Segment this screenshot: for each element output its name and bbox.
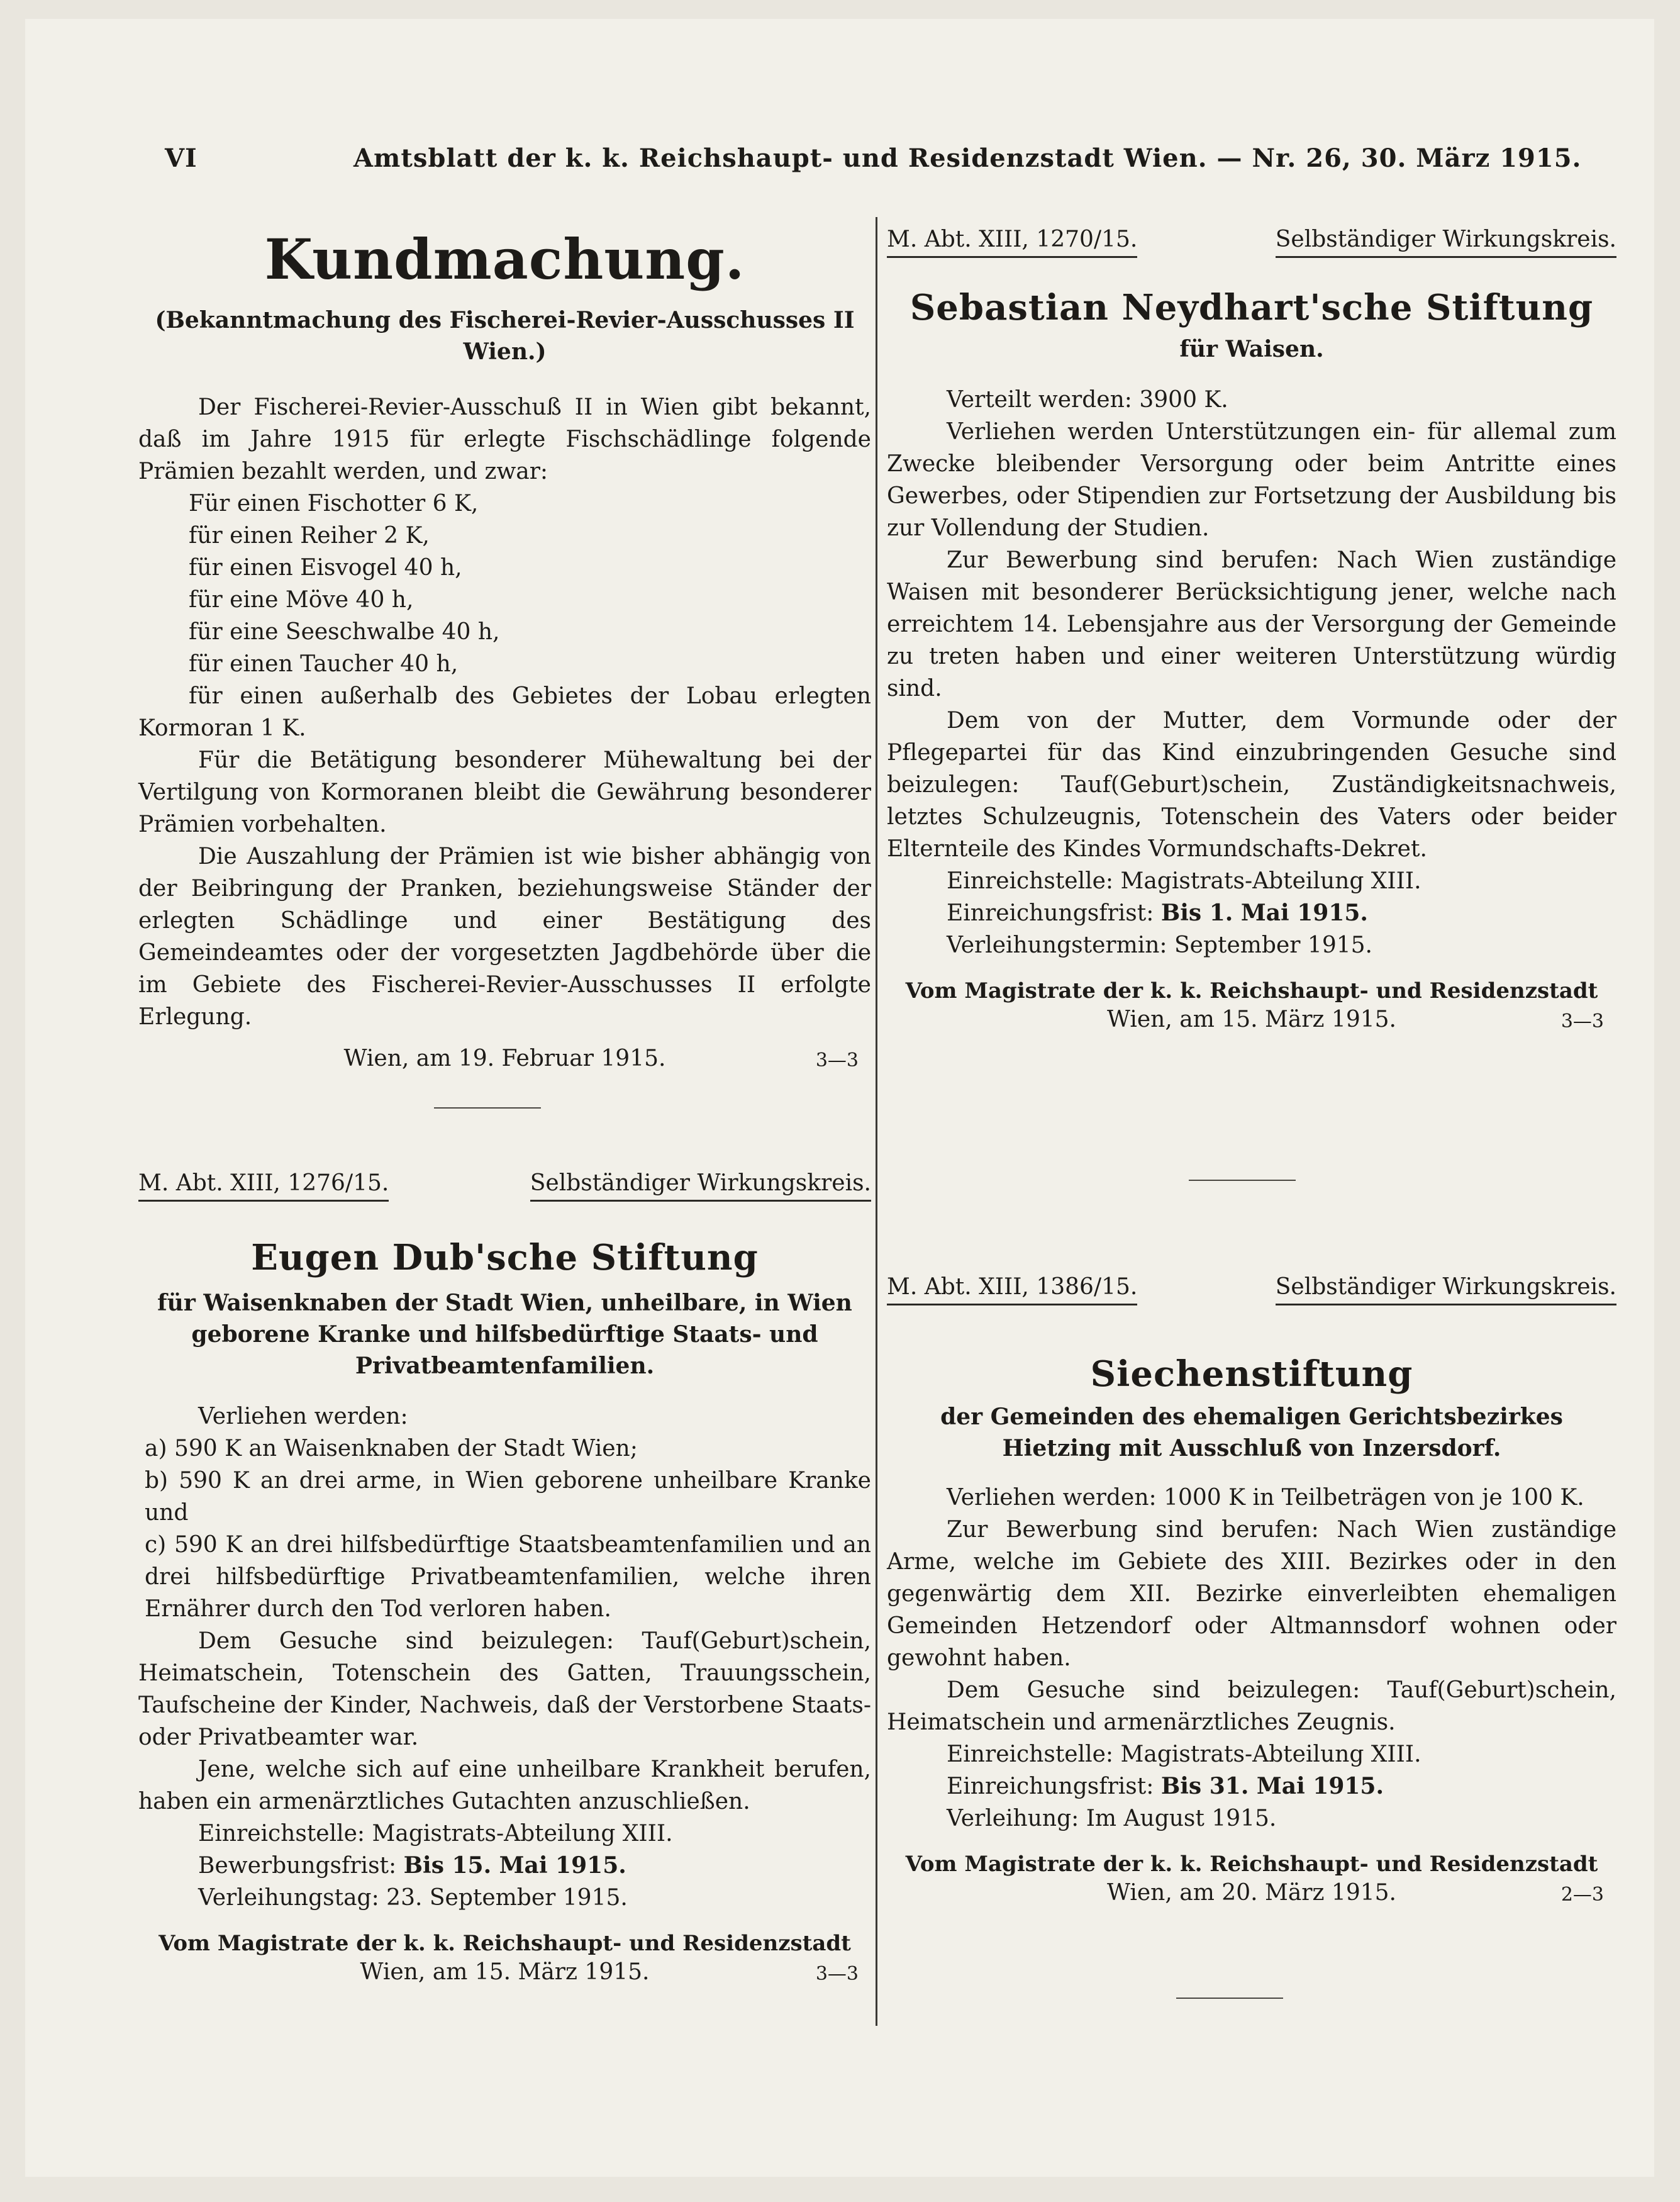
wirkungskreis-label: Selbständiger Wirkungskreis.: [1276, 226, 1616, 258]
award-date: Verleihung: Im August 1915.: [947, 1806, 1277, 1831]
dateline: [138, 1046, 871, 1080]
einreichstelle: Einreichstelle: Magistrats-Abteilung XIII.: [947, 1741, 1421, 1767]
notice-subtitle: für Waisen.: [1179, 336, 1324, 362]
reference-number: M. Abt. XIII, 1270/15.: [887, 226, 1137, 258]
signature-line: Vom Magistrate der k. k. Reichshaupt- und Residenzstadt: [159, 1931, 851, 1956]
wirkungskreis-label: Selbständiger Wirkungskreis.: [1276, 1274, 1616, 1305]
list-item: für eine Möve 40 h,: [189, 587, 414, 613]
paragraph: Jene, welche sich auf eine unheilbare Krankheit berufen, haben ein armenärztliches Gutachten anzuschließen.: [138, 1757, 871, 1814]
notice-subtitle: (Bekanntmachung des Fischerei-Revier-Ausschusses II Wien.): [155, 307, 855, 365]
serial-number: 2—3: [1560, 1884, 1604, 1906]
signature-line: Vom Magistrate der k. k. Reichshaupt- und Residenzstadt: [905, 1852, 1598, 1877]
date-text: Wien, am 20. März 1915.: [1106, 1880, 1396, 1906]
reference-number: M. Abt. XIII, 1276/15.: [138, 1170, 389, 1202]
notice-siechenstiftung: [887, 1274, 1616, 1914]
reference-number: M. Abt. XIII, 1386/15.: [887, 1274, 1137, 1305]
notice-subtitle: für Waisenknaben der Stadt Wien, unheilbare, in Wien geborene Kranke und hilfsbedürftige Staats- und Privatbeamtenfamilien.: [157, 1290, 852, 1379]
paragraph: Dem von der Mutter, dem Vormunde oder der Pflegepartei für das Kind einzubringenden Gesuche sind beizulegen: Tauf(Geburt)schein, Zuständigkeitsnachweis, letztes Schulzeugnis, Totenschein des Vaters oder beider Elternteile des Kindes Vormundschafts-Dekret.: [887, 708, 1616, 862]
paragraph: Verliehen werden: 1000 K in Teilbeträgen von je 100 K.: [947, 1485, 1584, 1511]
signature-line: Vom Magistrate der k. k. Reichshaupt- und Residenzstadt: [905, 978, 1598, 1003]
date-text: Wien, am 19. Februar 1915.: [343, 1046, 666, 1071]
deadline-value: Bis 31. Mai 1915.: [1160, 1773, 1384, 1799]
reference-row: [887, 226, 1616, 262]
list-item: für einen Taucher 40 h,: [189, 651, 459, 677]
paragraph: Zur Bewerbung sind berufen: Nach Wien zuständige Waisen mit besonderer Berücksichtigung jener, welche nach erreichtem 14. Lebensjahre aus der Versorgung der Gemeinde zu treten haben und einer weiteren Unterstützung würdig sind.: [887, 547, 1616, 701]
list-item: c) 590 K an drei hilfsbedürftige Staatsbeamtenfamilien und an drei hilfsbedürftige Privatbeamtenfamilien, welche ihren Ernährer durch den Tod verloren haben.: [145, 1532, 871, 1622]
list-item: a) 590 K an Waisenknaben der Stadt Wien;: [145, 1436, 638, 1461]
list-item: für eine Seeschwalbe 40 h,: [189, 619, 500, 645]
section-rule: [1176, 1998, 1283, 1999]
deadline-label: Einreichungsfrist:: [947, 1774, 1154, 1799]
column-divider: [876, 217, 877, 2026]
paragraph: Die Auszahlung der Prämien ist wie bisher abhängig von der Beibringung der Pranken, beziehungsweise Ständer der erlegten Schädlinge und einer Bestätigung des Gemeindeamtes oder der vorgesetzten Jagdbehörde über die im Gebiete des Fischerei-Revier-Ausschusses II erfolgte Erlegung.: [138, 844, 871, 1030]
notice-neydhart-stiftung: [887, 226, 1616, 1041]
notice-kundmachung: [138, 226, 871, 1080]
list-item-last: für einen außerhalb des Gebietes der Lobau erlegten Kormoran 1 K.: [138, 683, 871, 741]
notice-title: Kundmachung.: [264, 226, 745, 292]
award-term: Verleihungstermin: September 1915.: [947, 932, 1372, 958]
einreichstelle: Einreichstelle: Magistrats-Abteilung XIII.: [947, 868, 1421, 894]
list-item: b) 590 K an drei arme, in Wien geborene unheilbare Kranke und: [145, 1468, 871, 1526]
dateline: [887, 1880, 1616, 1914]
deadline-value: Bis 15. Mai 1915.: [403, 1852, 626, 1879]
date-text: Wien, am 15. März 1915.: [1106, 1007, 1396, 1032]
page-number: VI: [165, 143, 197, 173]
award-date: Verleihungstag: 23. September 1915.: [198, 1885, 628, 1911]
amount-line: Verteilt werden: 3900 K.: [947, 387, 1228, 413]
notice-title: Eugen Dub'sche Stiftung: [251, 1237, 759, 1278]
einreichstelle: Einreichstelle: Magistrats-Abteilung XIII.: [198, 1821, 673, 1847]
paragraph: Verliehen werden Unterstützungen ein- für allemal zum Zwecke bleibender Versorgung oder beim Antritte eines Gewerbes, oder Stipendien zur Fortsetzung der Ausbildung bis zur Vollendung der Studien.: [887, 419, 1616, 541]
reference-row: [138, 1170, 871, 1205]
notice-subtitle: der Gemeinden des ehemaligen Gerichtsbezirkes Hietzing mit Ausschluß von Inzersdorf.: [940, 1404, 1563, 1461]
paragraph: Zur Bewerbung sind berufen: Nach Wien zuständige Arme, welche im Gebiete des XIII. Bezirkes oder in den gegenwärtig dem XII. Bezirke einverleibten ehemaligen Gemeinden Hetzendorf oder Altmannsdorf wohnen oder gewohnt haben.: [887, 1517, 1616, 1671]
notice-title: Siechenstiftung: [1090, 1353, 1413, 1395]
header-title: Amtsblatt der k. k. Reichshaupt- und Residenzstadt Wien. — Nr. 26, 30. März 1915.: [353, 143, 1582, 173]
date-text: Wien, am 15. März 1915.: [360, 1959, 650, 1985]
section-rule: [1189, 1180, 1296, 1181]
deadline-line: [887, 897, 1616, 929]
lead-text: Verliehen werden:: [198, 1404, 408, 1429]
section-rule: [434, 1107, 541, 1109]
deadline-line: [887, 1770, 1616, 1802]
intro-paragraph: Der Fischerei-Revier-Ausschuß II in Wien gibt bekannt, daß im Jahre 1915 für erlegte Fischschädlinge folgende Prämien bezahlt werden, und zwar:: [138, 394, 871, 484]
deadline-label: Bewerbungsfrist:: [198, 1853, 397, 1879]
deadline-label: Einreichungsfrist:: [947, 900, 1154, 926]
notice-dub-stiftung: [138, 1170, 871, 1994]
reference-row: [887, 1274, 1616, 1309]
deadline-line: [138, 1850, 871, 1882]
paragraph: Dem Gesuche sind beizulegen: Tauf(Geburt)schein, Heimatschein, Totenschein des Gatten, Trauungsschein, Taufscheine der Kinder, Nachweis, daß der Verstorbene Staats- oder Privatbeamter war.: [138, 1628, 871, 1750]
serial-number: 3—3: [815, 1049, 859, 1071]
wirkungskreis-label: Selbständiger Wirkungskreis.: [530, 1170, 871, 1202]
paragraph: Für die Betätigung besonderer Mühewaltung bei der Vertilgung von Kormoranen bleibt die Gewährung besonderer Prämien vorbehalten.: [138, 747, 871, 837]
dateline: [138, 1959, 871, 1994]
list-item: für einen Eisvogel 40 h,: [189, 555, 462, 581]
list-item: für einen Reiher 2 K,: [189, 523, 430, 549]
serial-number: 3—3: [1560, 1010, 1604, 1032]
notice-title: Sebastian Neydhart'sche Stiftung: [910, 287, 1594, 328]
dateline: [887, 1007, 1616, 1041]
list-item: Für einen Fischotter 6 K,: [189, 491, 479, 517]
paragraph: Dem Gesuche sind beizulegen: Tauf(Geburt)schein, Heimatschein und armenärztliches Zeugnis.: [887, 1677, 1616, 1735]
serial-number: 3—3: [815, 1963, 859, 1985]
deadline-value: Bis 1. Mai 1915.: [1160, 900, 1368, 926]
